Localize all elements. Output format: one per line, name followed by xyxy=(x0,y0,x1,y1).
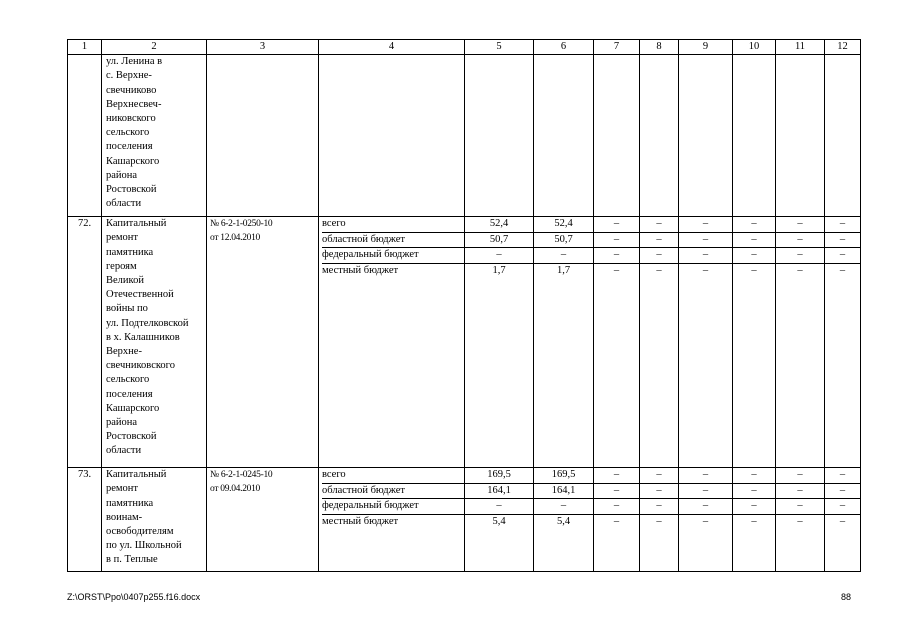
dash-value: – xyxy=(776,484,824,500)
value-cell-col10 xyxy=(733,468,776,572)
registration-number: № 6-2-1-0250-10 xyxy=(210,219,273,230)
footer-page-number: 88 xyxy=(840,592,851,602)
dash-value: – xyxy=(733,484,775,500)
dash-value: – xyxy=(640,499,678,515)
registration-cell xyxy=(207,217,319,468)
value-total: 52,4 xyxy=(534,217,593,233)
value-cell xyxy=(733,55,776,217)
value-federal: – xyxy=(465,248,533,264)
column-number-8: 8 xyxy=(640,40,679,55)
value-regional: 50,7 xyxy=(534,233,593,249)
dash-value: – xyxy=(640,233,678,249)
object-line: района xyxy=(106,417,138,429)
registration-date: от 09.04.2010 xyxy=(210,484,261,495)
object-line: области xyxy=(106,445,142,457)
budget-table xyxy=(67,39,861,572)
value-cell xyxy=(776,55,825,217)
source-total: всего xyxy=(322,468,464,484)
column-number-2: 2 xyxy=(102,40,207,55)
dash-value: – xyxy=(839,264,846,276)
object-name-cell xyxy=(102,468,207,572)
dash-value: – xyxy=(640,468,678,484)
value-regional: 164,1 xyxy=(534,484,593,500)
value-cell xyxy=(534,55,594,217)
value-local: 1,7 xyxy=(556,264,571,276)
object-line: Ростовской xyxy=(106,431,157,443)
value-cell-col6 xyxy=(534,217,594,468)
value-cell-col9 xyxy=(679,468,733,572)
value-cell-col7 xyxy=(594,468,640,572)
object-line: героям xyxy=(106,260,137,272)
object-line: в п. Теплые xyxy=(106,554,158,566)
source-local-budget: местный бюджет xyxy=(322,264,399,276)
dash-value: – xyxy=(733,468,775,484)
value-cell xyxy=(825,55,861,217)
object-line: воинам- xyxy=(106,511,143,523)
dash-value: – xyxy=(702,264,709,276)
object-line: Верхнесвеч- xyxy=(106,98,162,110)
object-line: ул. Подтелковской xyxy=(106,317,189,329)
value-total: 169,5 xyxy=(534,468,593,484)
value-cell-col6 xyxy=(534,468,594,572)
dash-value: – xyxy=(776,233,824,249)
object-line: памятника xyxy=(106,246,154,258)
row-number-cell: 72. xyxy=(68,217,102,468)
dash-value: – xyxy=(594,484,639,500)
dash-value: – xyxy=(839,515,846,527)
dash-value: – xyxy=(797,264,803,276)
value-regional: 164,1 xyxy=(465,484,533,500)
object-line: сельского xyxy=(106,374,150,386)
object-name-cell xyxy=(102,55,207,217)
object-line: сельского xyxy=(106,127,150,139)
footer-file-path: Z:\ORST\Ppo\0407p255.f16.docx xyxy=(67,592,201,602)
object-line: по ул. Школьной xyxy=(106,540,182,552)
dash-value: – xyxy=(702,515,709,527)
object-line: района xyxy=(106,169,138,181)
value-cell-col9 xyxy=(679,217,733,468)
registration-cell xyxy=(207,468,319,572)
dash-value: – xyxy=(797,515,803,527)
dash-value: – xyxy=(825,484,860,500)
dash-value: – xyxy=(751,515,757,527)
dash-value: – xyxy=(825,233,860,249)
value-cell-col10 xyxy=(733,217,776,468)
table-header-row xyxy=(68,40,861,55)
column-number-12: 12 xyxy=(825,40,861,55)
object-line: Ростовской xyxy=(106,184,157,196)
dash-value: – xyxy=(825,217,860,233)
source-total: всего xyxy=(322,217,464,233)
dash-value: – xyxy=(679,248,732,264)
object-line: ремонт xyxy=(106,483,139,495)
dash-value: – xyxy=(640,248,678,264)
column-number-6: 6 xyxy=(534,40,594,55)
dash-value: – xyxy=(776,217,824,233)
source-regional-budget: областной бюджет xyxy=(322,233,464,249)
registration-date: от 12.04.2010 xyxy=(210,233,261,244)
dash-value: – xyxy=(733,233,775,249)
object-line: Капитальный xyxy=(106,218,167,230)
value-federal: – xyxy=(534,248,593,264)
object-line: Кашарского xyxy=(106,402,160,414)
dash-value: – xyxy=(733,499,775,515)
row-number-cell xyxy=(68,55,102,217)
dash-value: – xyxy=(613,515,620,527)
funding-source-cell xyxy=(319,217,465,468)
object-line: с. Верхне- xyxy=(106,70,152,82)
column-number-5: 5 xyxy=(465,40,534,55)
table-row-72 xyxy=(68,217,861,468)
value-total: 169,5 xyxy=(465,468,533,484)
object-name-cell xyxy=(102,217,207,468)
dash-value: – xyxy=(776,248,824,264)
column-number-11: 11 xyxy=(776,40,825,55)
dash-value: – xyxy=(679,217,732,233)
object-line: войны по xyxy=(106,303,148,315)
column-number-7: 7 xyxy=(594,40,640,55)
object-line: ремонт xyxy=(106,232,139,244)
value-local: 1,7 xyxy=(492,264,506,276)
table-row-73 xyxy=(68,468,861,572)
object-line: свечниковского xyxy=(106,360,175,372)
object-line: освободителям xyxy=(106,526,174,538)
dash-value: – xyxy=(594,217,639,233)
value-cell-col12 xyxy=(825,468,861,572)
column-number-4: 4 xyxy=(319,40,465,55)
dash-value: – xyxy=(594,233,639,249)
value-cell xyxy=(679,55,733,217)
value-total: 52,4 xyxy=(465,217,533,233)
source-federal-budget: федеральный бюджет xyxy=(322,248,464,264)
value-cell xyxy=(465,55,534,217)
source-federal-budget: федеральный бюджет xyxy=(322,499,464,515)
value-cell-col12 xyxy=(825,217,861,468)
dash-value: – xyxy=(640,484,678,500)
object-line: ул. Ленина в xyxy=(106,56,163,68)
dash-value: – xyxy=(679,499,732,515)
dash-value: – xyxy=(594,248,639,264)
column-number-9: 9 xyxy=(679,40,733,55)
value-cell-col8 xyxy=(640,217,679,468)
value-cell xyxy=(594,55,640,217)
dash-value: – xyxy=(776,499,824,515)
object-line: Кашарского xyxy=(106,155,160,167)
value-cell-col8 xyxy=(640,468,679,572)
dash-value: – xyxy=(825,248,860,264)
registration-cell xyxy=(207,55,319,217)
dash-value: – xyxy=(594,468,639,484)
dash-value: – xyxy=(679,468,732,484)
value-regional: 50,7 xyxy=(465,233,533,249)
value-cell-col7 xyxy=(594,217,640,468)
dash-value: – xyxy=(613,264,620,276)
object-line: поселения xyxy=(106,388,153,400)
funding-source-cell xyxy=(319,55,465,217)
object-line: Великой xyxy=(106,275,144,287)
object-line: поселения xyxy=(106,141,153,153)
funding-source-cell xyxy=(319,468,465,572)
column-number-10: 10 xyxy=(733,40,776,55)
value-cell-col5 xyxy=(465,468,534,572)
value-federal: – xyxy=(534,499,593,515)
dash-value: – xyxy=(679,233,732,249)
value-federal: – xyxy=(465,499,533,515)
dash-value: – xyxy=(733,248,775,264)
dash-value: – xyxy=(776,468,824,484)
table-row-continuation xyxy=(68,55,861,217)
value-cell xyxy=(640,55,679,217)
value-cell-col11 xyxy=(776,468,825,572)
object-line: Верхне- xyxy=(106,346,142,358)
value-cell-col11 xyxy=(776,217,825,468)
value-cell-col5 xyxy=(465,217,534,468)
dash-value: – xyxy=(656,515,662,527)
dash-value: – xyxy=(825,468,860,484)
dash-value: – xyxy=(825,499,860,515)
registration-number: № 6-2-1-0245-10 xyxy=(210,470,273,481)
object-line: в х. Калашников xyxy=(106,331,180,343)
object-line: Отечественной xyxy=(106,289,174,301)
object-line: Капитальный xyxy=(106,469,167,481)
dash-value: – xyxy=(733,217,775,233)
dash-value: – xyxy=(679,484,732,500)
object-line: памятника xyxy=(106,497,154,509)
source-local-budget: местный бюджет xyxy=(322,515,399,527)
dash-value: – xyxy=(656,264,662,276)
source-regional-budget: областной бюджет xyxy=(322,484,464,500)
row-number-cell: 73. xyxy=(68,468,102,572)
dash-value: – xyxy=(594,499,639,515)
column-number-3: 3 xyxy=(207,40,319,55)
dash-value: – xyxy=(640,217,678,233)
column-number-1: 1 xyxy=(68,40,102,55)
value-local: 5,4 xyxy=(556,515,571,527)
object-line: никовского xyxy=(106,113,156,125)
value-local: 5,4 xyxy=(492,515,506,527)
object-line: области xyxy=(106,198,142,210)
dash-value: – xyxy=(751,264,757,276)
object-line: свечниково xyxy=(106,84,157,96)
